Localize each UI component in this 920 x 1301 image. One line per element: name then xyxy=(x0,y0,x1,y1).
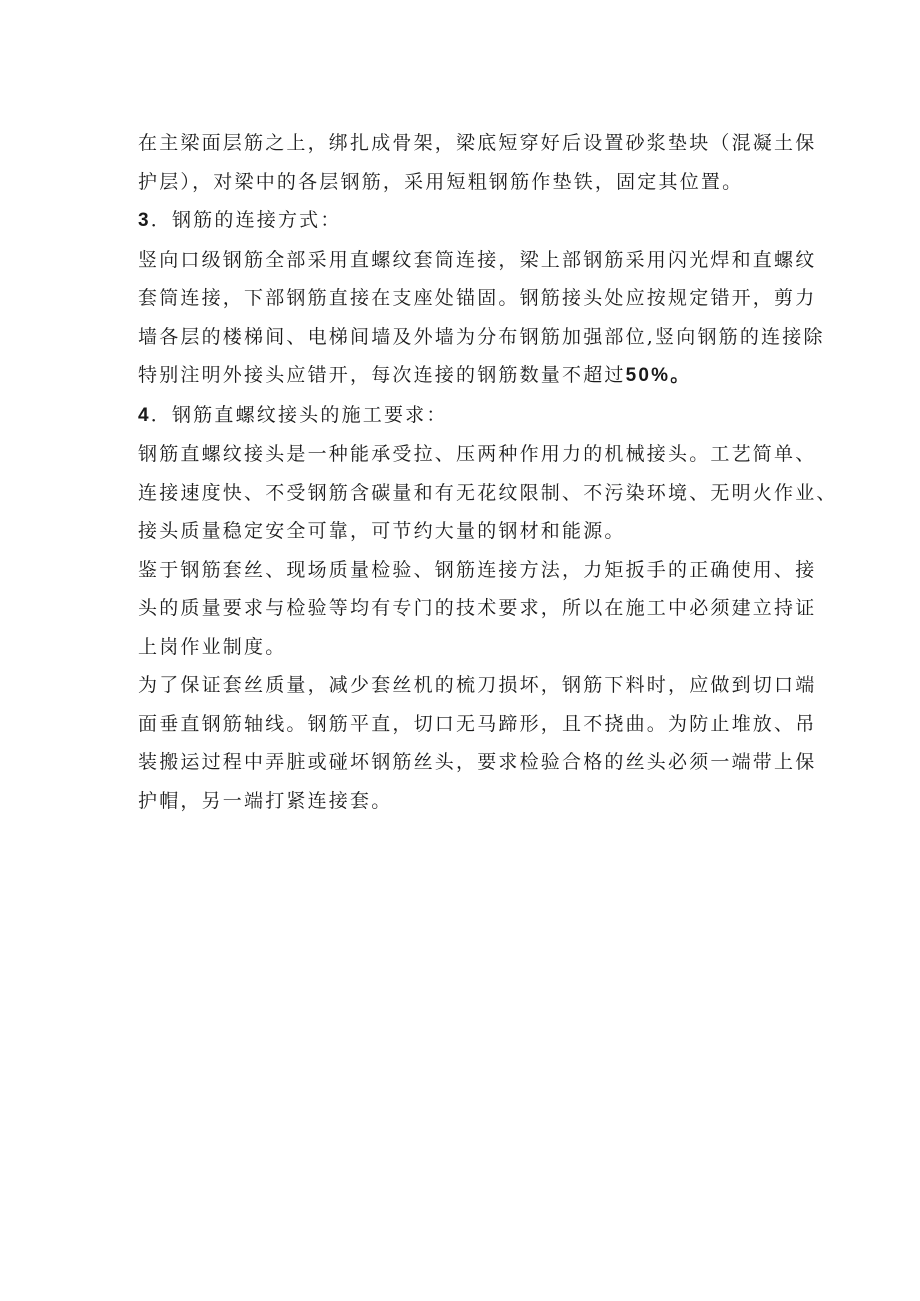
text-line: 在主梁面层筋之上，绑扎成骨架，梁底短穿好后设置砂浆垫块（混凝土保 xyxy=(138,132,817,154)
paragraph-connection-method xyxy=(138,241,825,396)
text-line: 特别注明外接头应错开，每次连接的钢筋数量不超过 xyxy=(138,364,626,386)
text-line: 上岗作业制度。 xyxy=(138,635,287,658)
section-heading-3 xyxy=(138,201,798,241)
section-title: ．钢筋直螺纹接头的施工要求： xyxy=(150,403,448,426)
text-line: 为了保证套丝质量，减少套丝机的梳刀损坏，钢筋下料时，应做到切口端 xyxy=(138,674,817,696)
percentage-value: 50%。 xyxy=(625,365,692,386)
text-line-with-number xyxy=(138,356,798,396)
section-number: 3 xyxy=(138,210,151,231)
paragraph-thread-joint-intro xyxy=(138,435,838,551)
text-line: 面垂直钢筋轴线。钢筋平直，切口无马蹄形，且不挠曲。为防止堆放、吊 xyxy=(138,712,817,735)
section-number: 4 xyxy=(138,404,151,426)
text-line: 墙各层的楼梯间、电梯间墙及外墙为分布钢筋加强部位,竖向钢筋的连接除 xyxy=(138,325,825,348)
text-line: 竖向口级钢筋全部采用直螺纹套筒连接，梁上部钢筋采用闪光焊和直螺纹 xyxy=(138,248,817,271)
paragraph-beam-assembly xyxy=(138,124,817,201)
text-line: 接头质量稳定安全可靠，可节约大量的钢材和能源。 xyxy=(138,520,626,542)
section-heading-4 xyxy=(138,396,798,436)
text-line: 护层），对梁中的各层钢筋，采用短粗钢筋作垫铁，固定其位置。 xyxy=(138,170,744,193)
text-line: 头的质量要求与检验等均有专门的技术要求，所以在施工中必须建立持证 xyxy=(138,597,817,619)
text-line: 护帽，另一端打紧连接套。 xyxy=(138,789,393,812)
text-line: 鉴于钢筋套丝、现场质量检验、钢筋连接方法，力矩扳手的正确使用、接 xyxy=(138,558,817,581)
document-body xyxy=(138,124,838,820)
text-line: 套筒连接，下部钢筋直接在支座处锚固。钢筋接头处应按规定错开，剪力 xyxy=(138,287,817,309)
section-title: ．钢筋的连接方式： xyxy=(150,209,342,231)
text-line: 连接速度快、不受钢筋含碳量和有无花纹限制、不污染环境、无明火作业、 xyxy=(138,481,838,504)
paragraph-threading-quality xyxy=(138,666,817,820)
text-line: 装搬运过程中弄脏或碰坏钢筋丝头，要求检验合格的丝头必须一端带上保 xyxy=(138,751,817,773)
paragraph-certification xyxy=(138,551,817,667)
text-line: 钢筋直螺纹接头是一种能承受拉、压两种作用力的机械接头。工艺简单、 xyxy=(138,443,817,465)
